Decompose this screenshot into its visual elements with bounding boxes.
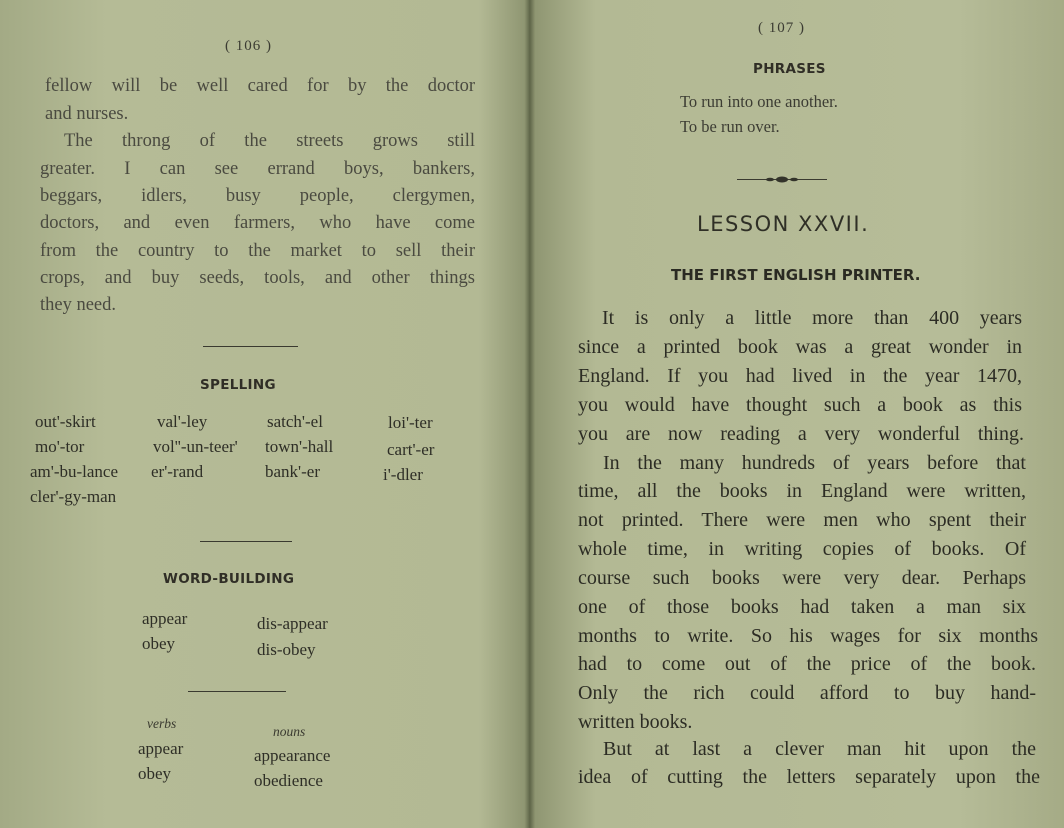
spelling-word: cler'-gy-man [30, 487, 117, 506]
spelling-word: out'-skirt [35, 412, 96, 431]
text-line: since a printed book was a great wonder in [578, 336, 1022, 358]
text-line: crops, and buy seeds, tools, and other things [40, 268, 475, 288]
phrase-line: To be run over. [680, 117, 780, 136]
phrases-heading: PHRASES [753, 61, 826, 77]
spelling-word: satch'-el [267, 412, 323, 431]
text-line: beggars, idlers, busy people, clergymen, [40, 186, 475, 206]
spelling-word: val'-ley [157, 412, 208, 431]
text-line: Only the rich could afford to buy hand- [578, 682, 1036, 704]
word-building-word: dis-obey [257, 640, 316, 659]
text-line: In the many hundreds of years before that [603, 452, 1026, 474]
noun-word: obedience [254, 771, 323, 790]
word-building-word: appear [142, 609, 188, 628]
lesson-subtitle: THE FIRST ENGLISH PRINTER. [671, 266, 921, 284]
divider-rule [188, 691, 286, 692]
text-line: months to write. So his wages for six months [578, 625, 1038, 647]
text-line: from the country to the market to sell their [40, 241, 475, 261]
text-line: time, all the books in England were written, [578, 480, 1026, 502]
spelling-word: vol''-un-teer' [153, 437, 238, 456]
spelling-word: town'-hall [265, 437, 334, 456]
spelling-word: am'-bu-lance [30, 462, 119, 481]
text-line: they need. [40, 295, 117, 315]
spelling-word: bank'-er [265, 462, 320, 481]
word-building-heading: WORD-BUILDING [163, 571, 295, 587]
spelling-word: er'-rand [151, 462, 204, 481]
text-line: and nurses. [45, 104, 129, 124]
text-line: whole time, in writing copies of books. Of [578, 538, 1026, 560]
text-line: you would have thought such a book as this [578, 394, 1022, 416]
text-line: It is only a little more than 400 years [602, 307, 1022, 329]
text-line: course such books were very dear. Perhaps [578, 567, 1026, 589]
text-line: But at last a clever man hit upon the [603, 738, 1036, 760]
text-line: had to come out of the price of the book. [578, 653, 1036, 675]
phrase-line: To run into one another. [680, 92, 838, 111]
text-line: written books. [578, 711, 693, 733]
text-line: fellow will be well cared for by the doctor [45, 76, 475, 96]
divider-rule [200, 541, 292, 542]
nouns-label: nouns [273, 724, 306, 739]
page-number-left: ( 106 ) [225, 38, 272, 54]
text-line: one of those books had taken a man six [578, 596, 1026, 618]
word-building-word: obey [142, 634, 176, 653]
text-line: The throng of the streets grows still [64, 131, 475, 151]
text-line: you are now reading a very wonderful thing. [578, 423, 1024, 445]
lesson-title: LESSON XXVII. [697, 212, 870, 236]
verb-word: obey [138, 764, 172, 783]
page-number-right: ( 107 ) [758, 20, 805, 36]
text-line: doctors, and even farmers, who have come [40, 213, 475, 233]
spelling-word: mo'-tor [35, 437, 85, 456]
word-building-word: dis-appear [257, 614, 328, 633]
noun-word: appearance [254, 746, 331, 765]
spelling-word: loi'-ter [388, 413, 433, 432]
text-line: England. If you had lived in the year 1470, [578, 365, 1022, 387]
ornament-icon [752, 174, 812, 185]
divider-rule [203, 346, 298, 347]
verbs-label: verbs [147, 716, 177, 731]
text-line: idea of cutting the letters separately upon the [578, 766, 1040, 788]
verb-word: appear [138, 739, 184, 758]
spelling-word: i'-dler [383, 465, 423, 484]
text-line: not printed. There were men who spent their [578, 509, 1026, 531]
spelling-word: cart'-er [387, 440, 435, 459]
text-line: greater. I can see errand boys, bankers, [40, 159, 475, 179]
spelling-heading: SPELLING [200, 377, 276, 393]
